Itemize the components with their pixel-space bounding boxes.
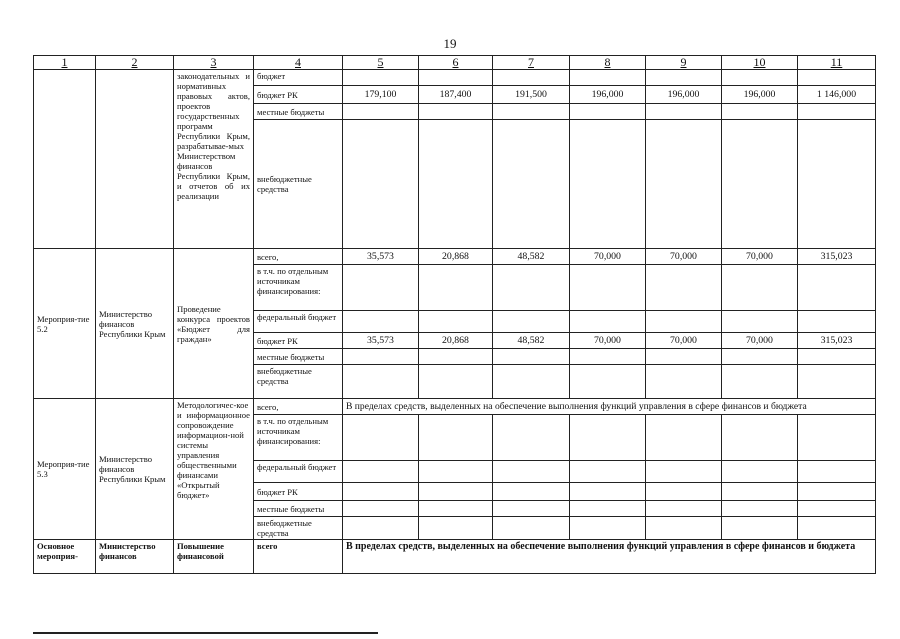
value-cell	[722, 349, 798, 365]
value-cell: 196,000	[570, 86, 646, 104]
footnote-separator	[33, 632, 378, 634]
value-cell: 70,000	[722, 333, 798, 349]
funding-note: В пределах средств, выделенных на обеспечение выполнения функций управления в сфере финансов и бюджета	[343, 540, 876, 574]
value-cell	[646, 517, 722, 540]
description-cell: Проведение конкурса проектов «Бюджет для граждан»	[174, 249, 254, 399]
value-cell	[570, 70, 646, 86]
value-cell	[722, 415, 798, 461]
measure-cell: Мероприя-тие 5.2	[34, 249, 96, 399]
value-cell	[570, 501, 646, 517]
value-cell	[493, 415, 570, 461]
column-number: 6	[419, 56, 493, 70]
source-cell: бюджет РК	[254, 333, 343, 349]
table-row	[34, 249, 876, 265]
source-cell: в т.ч. по отдельным источникам финансирования:	[254, 415, 343, 461]
value-cell	[722, 517, 798, 540]
value-cell: 48,582	[493, 333, 570, 349]
value-cell	[646, 415, 722, 461]
value-cell	[343, 349, 419, 365]
value-cell	[646, 461, 722, 483]
value-cell	[798, 501, 876, 517]
value-cell	[722, 70, 798, 86]
value-cell	[419, 517, 493, 540]
value-cell	[570, 265, 646, 311]
value-cell	[798, 517, 876, 540]
value-cell	[343, 461, 419, 483]
source-cell: внебюджетные средства	[254, 120, 343, 249]
source-cell: всего	[254, 540, 343, 574]
value-cell	[722, 265, 798, 311]
value-cell	[722, 104, 798, 120]
value-cell	[570, 461, 646, 483]
value-cell: 191,500	[493, 86, 570, 104]
value-cell	[419, 265, 493, 311]
executor-cell	[96, 70, 174, 249]
value-cell	[419, 483, 493, 501]
column-number: 3	[174, 56, 254, 70]
value-cell	[798, 415, 876, 461]
source-cell: местные бюджеты	[254, 104, 343, 120]
value-cell	[493, 483, 570, 501]
value-cell	[722, 311, 798, 333]
funding-note: В пределах средств, выделенных на обеспечение выполнения функций управления в сфере финансов и бюджета	[343, 399, 876, 415]
source-cell: всего,	[254, 249, 343, 265]
value-cell	[419, 349, 493, 365]
value-cell	[343, 120, 419, 249]
value-cell	[722, 461, 798, 483]
measure-cell: Мероприя-тие 5.3	[34, 399, 96, 540]
column-number: 7	[493, 56, 570, 70]
value-cell	[646, 70, 722, 86]
value-cell: 315,023	[798, 249, 876, 265]
value-cell	[798, 461, 876, 483]
column-number: 11	[798, 56, 876, 70]
value-cell	[419, 365, 493, 399]
value-cell	[722, 483, 798, 501]
value-cell	[419, 415, 493, 461]
value-cell	[646, 365, 722, 399]
value-cell	[646, 265, 722, 311]
value-cell	[570, 415, 646, 461]
value-cell	[493, 461, 570, 483]
value-cell: 70,000	[646, 333, 722, 349]
source-cell: всего,	[254, 399, 343, 415]
value-cell: 20,868	[419, 249, 493, 265]
financing-table	[33, 55, 876, 574]
value-cell	[493, 265, 570, 311]
value-cell	[419, 70, 493, 86]
value-cell	[570, 120, 646, 249]
source-cell: внебюджетные средства	[254, 517, 343, 540]
value-cell	[493, 349, 570, 365]
source-cell: местные бюджеты	[254, 349, 343, 365]
value-cell	[798, 349, 876, 365]
value-cell	[493, 120, 570, 249]
column-number: 4	[254, 56, 343, 70]
value-cell: 70,000	[570, 249, 646, 265]
value-cell	[646, 120, 722, 249]
executor-cell: Министерство финансов	[96, 540, 174, 574]
value-cell	[419, 120, 493, 249]
value-cell: 315,023	[798, 333, 876, 349]
value-cell	[798, 70, 876, 86]
value-cell	[570, 349, 646, 365]
value-cell	[570, 483, 646, 501]
value-cell	[798, 265, 876, 311]
value-cell: 196,000	[722, 86, 798, 104]
value-cell	[722, 501, 798, 517]
source-cell: бюджет	[254, 70, 343, 86]
description-cell: законодательных и нормативных правовых актов, проектов государственных программ Республики Крым, разрабатывае-мых Министерством финансов Республики Крым, и отчетов об их реализации	[174, 70, 254, 249]
value-cell	[798, 120, 876, 249]
value-cell	[722, 120, 798, 249]
value-cell	[343, 501, 419, 517]
value-cell	[570, 311, 646, 333]
source-cell: внебюджетные средства	[254, 365, 343, 399]
page-number: 19	[443, 36, 457, 51]
executor-cell: Министерство финансов Республики Крым	[96, 399, 174, 540]
source-cell: в т.ч. по отдельным источникам финансирования:	[254, 265, 343, 311]
column-number: 8	[570, 56, 646, 70]
value-cell	[570, 517, 646, 540]
value-cell: 70,000	[646, 249, 722, 265]
value-cell: 35,573	[343, 249, 419, 265]
source-cell: бюджет РК	[254, 483, 343, 501]
measure-cell	[34, 70, 96, 249]
source-cell: федеральный бюджет	[254, 311, 343, 333]
value-cell	[570, 104, 646, 120]
value-cell: 1 146,000	[798, 86, 876, 104]
value-cell	[798, 365, 876, 399]
value-cell	[646, 104, 722, 120]
value-cell	[493, 365, 570, 399]
value-cell	[419, 461, 493, 483]
table-row	[34, 399, 876, 415]
value-cell	[343, 70, 419, 86]
value-cell	[798, 104, 876, 120]
value-cell: 70,000	[722, 249, 798, 265]
table-row	[34, 70, 876, 86]
table-row	[34, 540, 876, 574]
value-cell	[343, 265, 419, 311]
value-cell	[343, 365, 419, 399]
description-cell: Повышение финансовой	[174, 540, 254, 574]
value-cell: 20,868	[419, 333, 493, 349]
value-cell	[570, 365, 646, 399]
column-number: 10	[722, 56, 798, 70]
measure-cell: Основное мероприя-	[34, 540, 96, 574]
column-number: 2	[96, 56, 174, 70]
value-cell	[343, 415, 419, 461]
executor-cell: Министерство финансов Республики Крым	[96, 249, 174, 399]
value-cell	[646, 311, 722, 333]
value-cell	[343, 311, 419, 333]
value-cell	[493, 517, 570, 540]
table-body	[34, 56, 876, 574]
source-cell: бюджет РК	[254, 86, 343, 104]
value-cell: 35,573	[343, 333, 419, 349]
source-cell: местные бюджеты	[254, 501, 343, 517]
value-cell	[419, 501, 493, 517]
value-cell	[798, 311, 876, 333]
value-cell	[493, 311, 570, 333]
value-cell	[343, 483, 419, 501]
value-cell	[343, 104, 419, 120]
value-cell	[419, 311, 493, 333]
value-cell	[646, 349, 722, 365]
value-cell	[343, 517, 419, 540]
value-cell	[646, 501, 722, 517]
value-cell	[493, 104, 570, 120]
value-cell	[493, 501, 570, 517]
value-cell: 196,000	[646, 86, 722, 104]
source-cell: федеральный бюджет	[254, 461, 343, 483]
value-cell: 48,582	[493, 249, 570, 265]
description-cell: Методологичес-кое и информационное сопровождение информацион-ной системы управления общественными финансами «Открытый бюджет»	[174, 399, 254, 540]
column-number: 5	[343, 56, 419, 70]
value-cell	[722, 365, 798, 399]
column-number-row	[34, 56, 876, 70]
column-number: 9	[646, 56, 722, 70]
value-cell: 187,400	[419, 86, 493, 104]
value-cell: 70,000	[570, 333, 646, 349]
value-cell	[493, 70, 570, 86]
value-cell	[419, 104, 493, 120]
value-cell	[646, 483, 722, 501]
value-cell: 179,100	[343, 86, 419, 104]
column-number: 1	[34, 56, 96, 70]
value-cell	[798, 483, 876, 501]
